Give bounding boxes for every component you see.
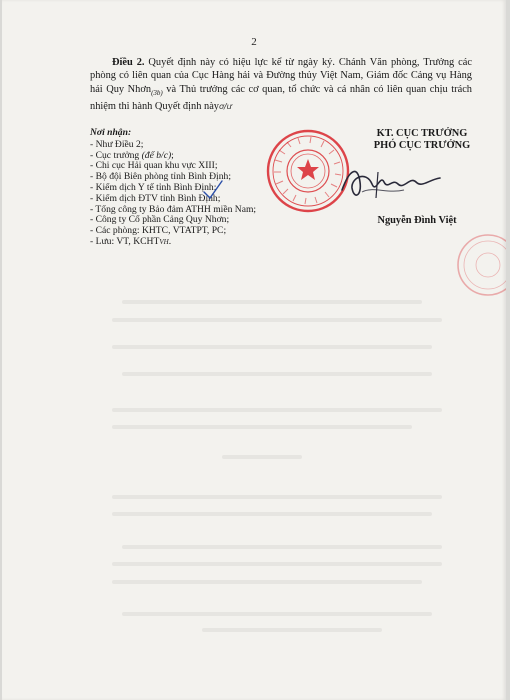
recipient-item: - Các phòng: KHTC, VTATPT, PC; bbox=[90, 225, 227, 237]
article-text-end: và Thủ trưởng các cơ quan, tổ chức và cá nhân có liên quan chịu trách nhiệm thi hành Quyết định này bbox=[90, 83, 472, 113]
recipient-item: - Như Điều 2; bbox=[90, 138, 144, 150]
partial-seal-icon bbox=[450, 230, 506, 300]
document-page bbox=[2, 0, 506, 700]
recipient-item: - Chi cục Hải quan khu vực XIII; bbox=[90, 160, 218, 172]
recipient-item: - Tổng công ty Bảo đảm ATHH miền Nam; bbox=[90, 203, 257, 215]
recipients-heading: Nơi nhận: bbox=[90, 127, 132, 138]
article-label: Điều 2. bbox=[112, 57, 145, 68]
recipient-item: - Bộ đội Biên phòng tỉnh Bình Định; bbox=[90, 171, 231, 183]
page-number: 2 bbox=[251, 36, 257, 48]
checkmark-icon bbox=[202, 178, 224, 200]
recipient-item: - Công ty Cổ phần Cảng Quy Nhơn; bbox=[90, 214, 230, 226]
signer-name: Nguyễn Đình Việt bbox=[377, 215, 457, 226]
recipient-item: - Cục trưởng (để b/c); bbox=[90, 149, 174, 161]
handwritten-signature bbox=[332, 160, 452, 210]
recipient-item: - Kiểm dịch ĐTV tỉnh Bình Định; bbox=[90, 192, 221, 204]
recipient-item: - Lưu: VT, KCHTVH. bbox=[90, 235, 172, 247]
signature-title-line1: KT. CỤC TRƯỞNG bbox=[376, 128, 468, 139]
recipient-item: - Kiểm dịch Y tế tỉnh Bình Định; bbox=[90, 181, 217, 193]
article-subscript: (3b) bbox=[151, 88, 163, 97]
article-text: Quyết định này có hiệu lực kể từ ngày ký. Chánh Văn phòng, Trưởng các phòng có liên quan của Cục Hàng hải và Đường thủy Việt Nam, Giám đốc Cảng vụ Hàng hải Quy Nhơn bbox=[90, 57, 472, 95]
handwritten-initials: ơ/ư bbox=[219, 102, 232, 112]
signature-title-line2: PHÓ CỤC TRƯỞNG bbox=[373, 140, 471, 151]
article-2-paragraph bbox=[90, 56, 472, 114]
signature-title bbox=[352, 128, 492, 152]
